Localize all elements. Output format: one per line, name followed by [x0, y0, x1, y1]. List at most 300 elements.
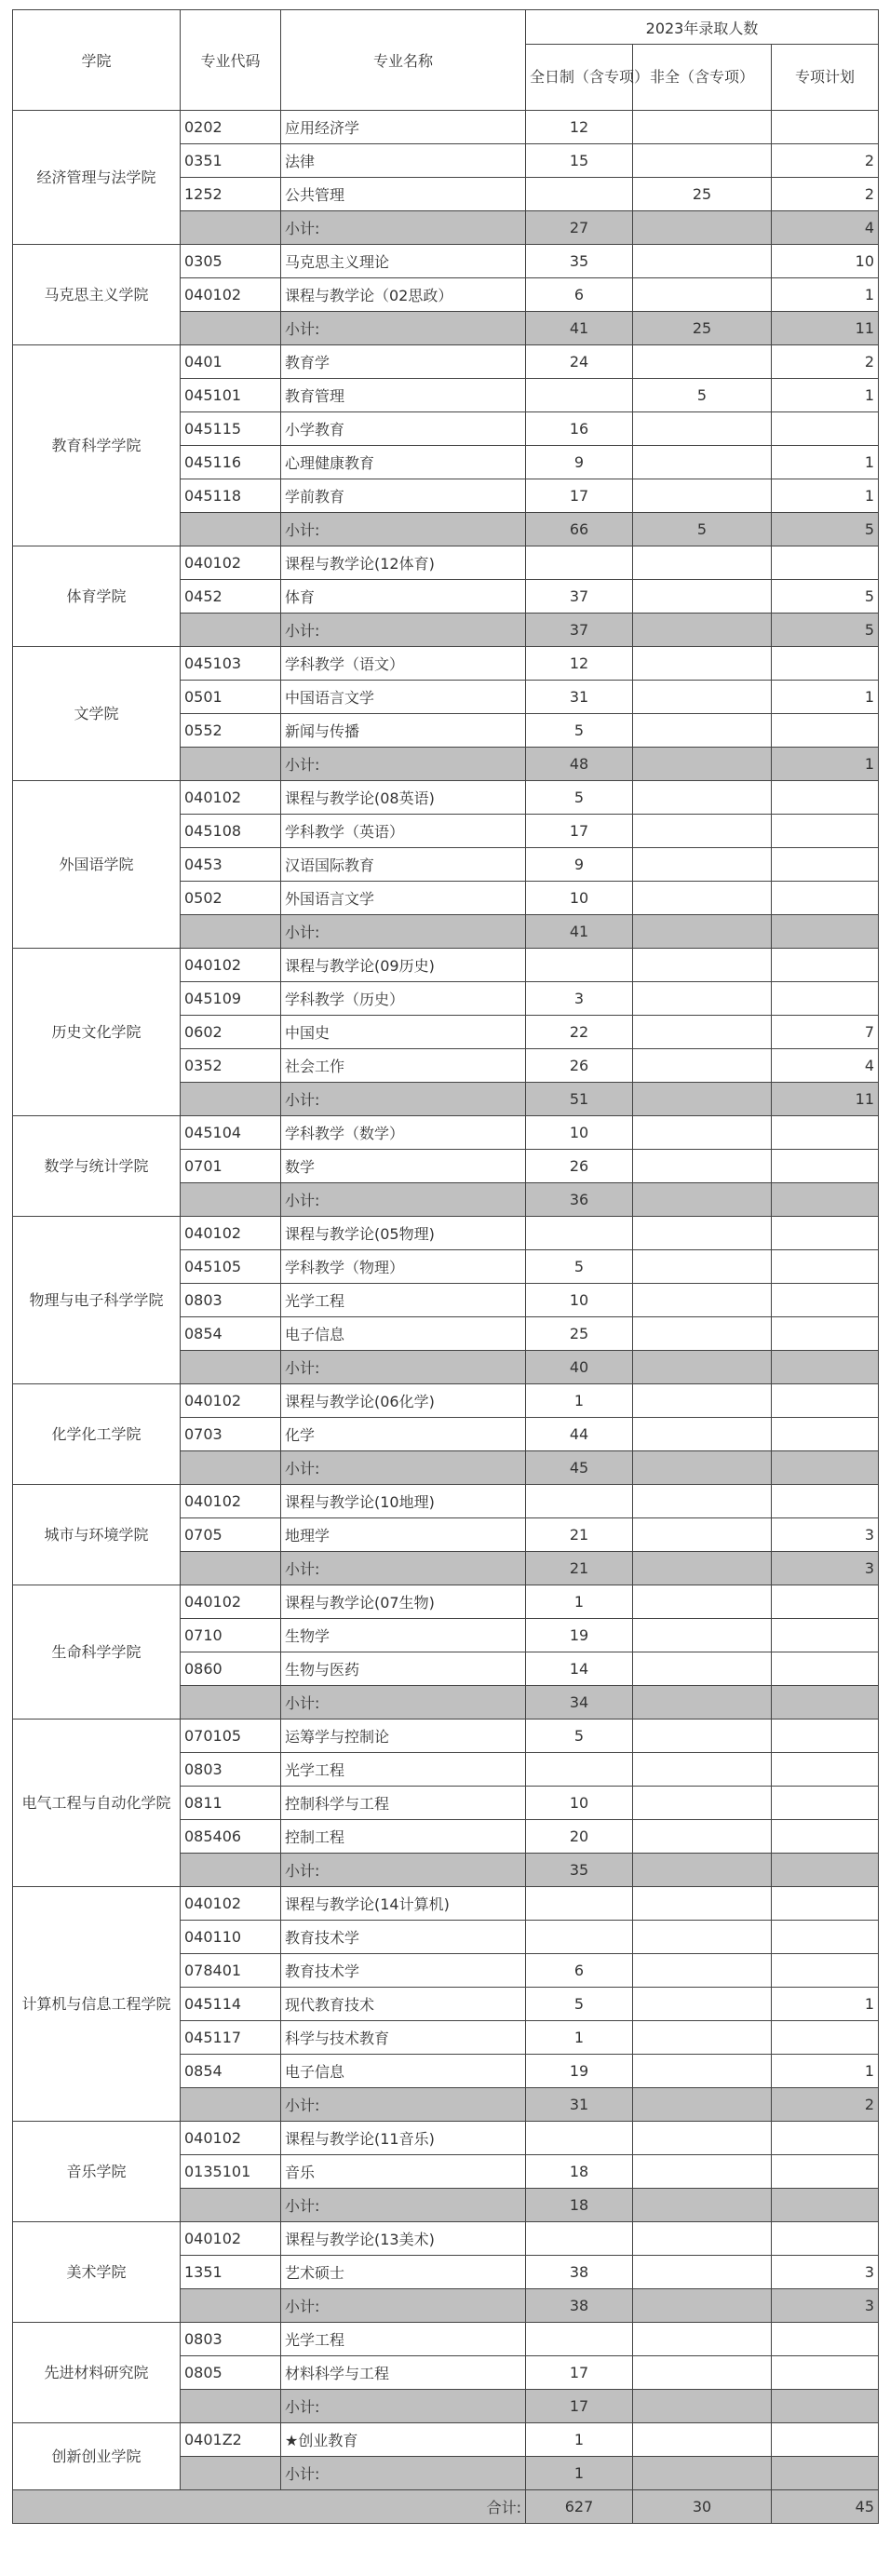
subtotal-parttime: [633, 1686, 772, 1720]
fulltime-count: 25: [526, 1317, 633, 1351]
fulltime-count: 15: [526, 144, 633, 178]
college-name: 创新创业学院: [13, 2423, 181, 2490]
parttime-count: [633, 815, 772, 848]
major-name: 教育管理: [281, 379, 526, 412]
table-row: [13, 1485, 879, 1518]
special-count: [772, 2356, 879, 2390]
special-count: [772, 1720, 879, 1753]
header-group: 2023年录取人数: [526, 10, 879, 45]
fulltime-count: 10: [526, 882, 633, 915]
parttime-count: [633, 1921, 772, 1954]
subtotal-parttime: 5: [633, 513, 772, 546]
major-code: 040102: [181, 1485, 281, 1518]
major-name: 新闻与传播: [281, 714, 526, 748]
table-body: [13, 111, 879, 2490]
subtotal-label: 小计:: [281, 1686, 526, 1720]
subtotal-special: [772, 2457, 879, 2490]
major-name: ★创业教育: [281, 2423, 526, 2457]
major-name: 课程与教学论(06化学): [281, 1384, 526, 1418]
parttime-count: [633, 882, 772, 915]
subtotal-fulltime: 35: [526, 1854, 633, 1887]
parttime-count: [633, 1585, 772, 1619]
special-count: [772, 412, 879, 446]
header-code: 专业代码: [181, 10, 281, 111]
parttime-count: [633, 949, 772, 982]
major-name: 汉语国际教育: [281, 848, 526, 882]
subtotal-label: 小计:: [281, 2088, 526, 2122]
special-count: [772, 546, 879, 580]
fulltime-count: 16: [526, 412, 633, 446]
subtotal-parttime: [633, 2088, 772, 2122]
major-name: 现代教育技术: [281, 1988, 526, 2021]
major-code: 0803: [181, 2323, 281, 2356]
fulltime-count: [526, 2222, 633, 2256]
major-name: 课程与教学论(10地理): [281, 1485, 526, 1518]
total-special: 45: [772, 2490, 879, 2524]
total-fulltime: 627: [526, 2490, 633, 2524]
subtotal-fulltime: 38: [526, 2289, 633, 2323]
subtotal-code-cell: [181, 1183, 281, 1217]
major-code: 0860: [181, 1652, 281, 1686]
parttime-count: [633, 1116, 772, 1150]
subtotal-parttime: [633, 748, 772, 781]
parttime-count: [633, 1720, 772, 1753]
major-name: 小学教育: [281, 412, 526, 446]
table-row: [13, 781, 879, 815]
parttime-count: [633, 1317, 772, 1351]
college-name: 美术学院: [13, 2222, 181, 2323]
major-code: 0135101: [181, 2155, 281, 2189]
parttime-count: [633, 1887, 772, 1921]
major-name: 音乐: [281, 2155, 526, 2189]
special-count: [772, 111, 879, 144]
header-name: 专业名称: [281, 10, 526, 111]
parttime-count: [633, 1518, 772, 1552]
fulltime-count: 31: [526, 681, 633, 714]
parttime-count: [633, 1652, 772, 1686]
subtotal-special: 1: [772, 748, 879, 781]
subtotal-fulltime: 66: [526, 513, 633, 546]
major-code: 040102: [181, 1384, 281, 1418]
total-parttime: 30: [633, 2490, 772, 2524]
special-count: 2: [772, 178, 879, 211]
admission-table: [12, 9, 879, 2524]
subtotal-label: 小计:: [281, 1183, 526, 1217]
major-code: 045114: [181, 1988, 281, 2021]
fulltime-count: [526, 178, 633, 211]
parttime-count: [633, 412, 772, 446]
subtotal-code-cell: [181, 748, 281, 781]
major-code: 0805: [181, 2356, 281, 2390]
parttime-count: [633, 681, 772, 714]
special-count: [772, 1787, 879, 1820]
major-code: 0452: [181, 580, 281, 614]
major-name: 应用经济学: [281, 111, 526, 144]
major-code: 0854: [181, 1317, 281, 1351]
special-count: 3: [772, 1518, 879, 1552]
parttime-count: [633, 1619, 772, 1652]
parttime-count: [633, 1384, 772, 1418]
subtotal-special: 4: [772, 211, 879, 245]
parttime-count: [633, 1284, 772, 1317]
college-name: 音乐学院: [13, 2122, 181, 2222]
major-name: 公共管理: [281, 178, 526, 211]
fulltime-count: 17: [526, 2356, 633, 2390]
parttime-count: [633, 1988, 772, 2021]
subtotal-parttime: [633, 2457, 772, 2490]
special-count: 2: [772, 345, 879, 379]
table-row: [13, 1384, 879, 1418]
major-name: 课程与教学论(12体育): [281, 546, 526, 580]
college-name: 外国语学院: [13, 781, 181, 949]
special-count: [772, 815, 879, 848]
fulltime-count: 10: [526, 1787, 633, 1820]
subtotal-fulltime: 1: [526, 2457, 633, 2490]
subtotal-code-cell: [181, 1686, 281, 1720]
major-code: 0202: [181, 111, 281, 144]
major-code: 0854: [181, 2055, 281, 2088]
subtotal-special: [772, 1183, 879, 1217]
subtotal-label: 小计:: [281, 2390, 526, 2423]
special-count: [772, 949, 879, 982]
college-name: 电气工程与自动化学院: [13, 1720, 181, 1887]
subtotal-fulltime: 18: [526, 2189, 633, 2222]
total-label: 合计:: [13, 2490, 526, 2524]
special-count: 7: [772, 1016, 879, 1049]
parttime-count: [633, 982, 772, 1016]
major-code: 085406: [181, 1820, 281, 1854]
fulltime-count: 9: [526, 446, 633, 479]
major-name: 科学与技术教育: [281, 2021, 526, 2055]
fulltime-count: 1: [526, 1585, 633, 1619]
fulltime-count: [526, 1921, 633, 1954]
fulltime-count: 10: [526, 1116, 633, 1150]
college-name: 经济管理与法学院: [13, 111, 181, 245]
fulltime-count: 20: [526, 1820, 633, 1854]
subtotal-special: 11: [772, 1083, 879, 1116]
major-name: 课程与教学论(09历史): [281, 949, 526, 982]
parttime-count: [633, 714, 772, 748]
special-count: 2: [772, 144, 879, 178]
subtotal-special: [772, 1686, 879, 1720]
subtotal-special: [772, 1351, 879, 1384]
fulltime-count: 5: [526, 781, 633, 815]
total-row: [13, 2490, 879, 2524]
major-code: 1351: [181, 2256, 281, 2289]
major-name: 学科教学（物理）: [281, 1250, 526, 1284]
parttime-count: [633, 111, 772, 144]
subtotal-special: 3: [772, 1552, 879, 1585]
parttime-count: [633, 781, 772, 815]
special-count: [772, 2323, 879, 2356]
special-count: [772, 2122, 879, 2155]
parttime-count: [633, 245, 772, 278]
subtotal-label: 小计:: [281, 1351, 526, 1384]
subtotal-special: [772, 2390, 879, 2423]
special-count: 1: [772, 2055, 879, 2088]
special-count: [772, 2222, 879, 2256]
special-count: 3: [772, 2256, 879, 2289]
special-count: [772, 1887, 879, 1921]
subtotal-special: [772, 915, 879, 949]
fulltime-count: 24: [526, 345, 633, 379]
special-count: 1: [772, 278, 879, 312]
special-count: 1: [772, 379, 879, 412]
special-count: [772, 1585, 879, 1619]
college-name: 先进材料研究院: [13, 2323, 181, 2423]
special-count: [772, 1116, 879, 1150]
major-name: 控制工程: [281, 1820, 526, 1854]
fulltime-count: [526, 1485, 633, 1518]
header-special: 专项计划: [772, 45, 879, 111]
major-name: 教育技术学: [281, 1921, 526, 1954]
subtotal-special: 5: [772, 513, 879, 546]
subtotal-label: 小计:: [281, 312, 526, 345]
fulltime-count: 26: [526, 1150, 633, 1183]
subtotal-code-cell: [181, 513, 281, 546]
major-name: 课程与教学论(05物理): [281, 1217, 526, 1250]
subtotal-code-cell: [181, 2390, 281, 2423]
parttime-count: [633, 278, 772, 312]
fulltime-count: 18: [526, 2155, 633, 2189]
parttime-count: [633, 1485, 772, 1518]
major-name: 材料科学与工程: [281, 2356, 526, 2390]
special-count: 5: [772, 580, 879, 614]
special-count: [772, 982, 879, 1016]
major-code: 045103: [181, 647, 281, 681]
parttime-count: [633, 345, 772, 379]
parttime-count: [633, 1418, 772, 1451]
major-code: 0401: [181, 345, 281, 379]
special-count: 1: [772, 1988, 879, 2021]
subtotal-special: [772, 1854, 879, 1887]
major-name: 课程与教学论（02思政）: [281, 278, 526, 312]
subtotal-parttime: [633, 915, 772, 949]
subtotal-label: 小计:: [281, 513, 526, 546]
subtotal-fulltime: 17: [526, 2390, 633, 2423]
major-code: 045116: [181, 446, 281, 479]
college-name: 生命科学学院: [13, 1585, 181, 1720]
parttime-count: [633, 546, 772, 580]
parttime-count: [633, 479, 772, 513]
table-row: [13, 647, 879, 681]
college-name: 文学院: [13, 647, 181, 781]
major-name: 学前教育: [281, 479, 526, 513]
fulltime-count: 5: [526, 1988, 633, 2021]
fulltime-count: 5: [526, 714, 633, 748]
special-count: [772, 1250, 879, 1284]
subtotal-special: 2: [772, 2088, 879, 2122]
major-code: 070105: [181, 1720, 281, 1753]
parttime-count: [633, 2021, 772, 2055]
subtotal-label: 小计:: [281, 748, 526, 781]
table-row: [13, 245, 879, 278]
fulltime-count: 5: [526, 1250, 633, 1284]
fulltime-count: 1: [526, 2021, 633, 2055]
major-code: 045117: [181, 2021, 281, 2055]
major-name: 心理健康教育: [281, 446, 526, 479]
table-row: [13, 1887, 879, 1921]
parttime-count: [633, 1753, 772, 1787]
college-name: 城市与环境学院: [13, 1485, 181, 1585]
fulltime-count: 35: [526, 245, 633, 278]
major-code: 0453: [181, 848, 281, 882]
subtotal-label: 小计:: [281, 1552, 526, 1585]
subtotal-label: 小计:: [281, 2289, 526, 2323]
major-name: 运筹学与控制论: [281, 1720, 526, 1753]
subtotal-code-cell: [181, 211, 281, 245]
special-count: [772, 1820, 879, 1854]
table-row: [13, 2323, 879, 2356]
major-name: 课程与教学论(08英语): [281, 781, 526, 815]
parttime-count: [633, 1787, 772, 1820]
parttime-count: [633, 2155, 772, 2189]
fulltime-count: 17: [526, 479, 633, 513]
subtotal-parttime: [633, 2390, 772, 2423]
table-row: [13, 1116, 879, 1150]
college-name: 马克思主义学院: [13, 245, 181, 345]
table-row: [13, 1217, 879, 1250]
subtotal-label: 小计:: [281, 1451, 526, 1485]
subtotal-fulltime: 27: [526, 211, 633, 245]
major-code: 0701: [181, 1150, 281, 1183]
fulltime-count: [526, 379, 633, 412]
fulltime-count: 10: [526, 1284, 633, 1317]
subtotal-parttime: [633, 1451, 772, 1485]
parttime-count: [633, 1049, 772, 1083]
major-name: 艺术硕士: [281, 2256, 526, 2289]
major-code: 040110: [181, 1921, 281, 1954]
subtotal-code-cell: [181, 2189, 281, 2222]
major-name: 课程与教学论(13美术): [281, 2222, 526, 2256]
major-code: 045115: [181, 412, 281, 446]
parttime-count: [633, 2122, 772, 2155]
major-name: 外国语言文学: [281, 882, 526, 915]
fulltime-count: 21: [526, 1518, 633, 1552]
fulltime-count: 1: [526, 2423, 633, 2457]
major-code: 040102: [181, 1217, 281, 1250]
special-count: [772, 1217, 879, 1250]
special-count: [772, 1418, 879, 1451]
college-name: 数学与统计学院: [13, 1116, 181, 1217]
subtotal-fulltime: 51: [526, 1083, 633, 1116]
major-code: 040102: [181, 2222, 281, 2256]
parttime-count: [633, 2323, 772, 2356]
major-name: 光学工程: [281, 2323, 526, 2356]
major-name: 中国语言文学: [281, 681, 526, 714]
special-count: 1: [772, 681, 879, 714]
parttime-count: [633, 2256, 772, 2289]
major-name: 课程与教学论(14计算机): [281, 1887, 526, 1921]
college-name: 化学化工学院: [13, 1384, 181, 1485]
subtotal-parttime: [633, 2189, 772, 2222]
subtotal-special: [772, 1451, 879, 1485]
table-row: [13, 2222, 879, 2256]
major-code: 0705: [181, 1518, 281, 1552]
major-name: 地理学: [281, 1518, 526, 1552]
college-name: 历史文化学院: [13, 949, 181, 1116]
major-code: 0501: [181, 681, 281, 714]
parttime-count: [633, 144, 772, 178]
fulltime-count: 19: [526, 1619, 633, 1652]
subtotal-fulltime: 21: [526, 1552, 633, 1585]
parttime-count: [633, 647, 772, 681]
subtotal-fulltime: 45: [526, 1451, 633, 1485]
fulltime-count: 26: [526, 1049, 633, 1083]
major-name: 控制科学与工程: [281, 1787, 526, 1820]
fulltime-count: 9: [526, 848, 633, 882]
table-row: [13, 345, 879, 379]
major-name: 生物学: [281, 1619, 526, 1652]
fulltime-count: 6: [526, 278, 633, 312]
fulltime-count: 37: [526, 580, 633, 614]
parttime-count: [633, 1820, 772, 1854]
special-count: [772, 1619, 879, 1652]
special-count: [772, 848, 879, 882]
major-code: 040102: [181, 781, 281, 815]
subtotal-special: [772, 2189, 879, 2222]
subtotal-fulltime: 40: [526, 1351, 633, 1384]
subtotal-code-cell: [181, 1083, 281, 1116]
major-name: 教育学: [281, 345, 526, 379]
header-fulltime: 全日制（含专项）: [526, 45, 633, 111]
subtotal-code-cell: [181, 915, 281, 949]
major-code: 0602: [181, 1016, 281, 1049]
major-name: 光学工程: [281, 1284, 526, 1317]
major-name: 学科教学（历史）: [281, 982, 526, 1016]
major-code: 0803: [181, 1753, 281, 1787]
subtotal-fulltime: 37: [526, 614, 633, 647]
major-code: 0502: [181, 882, 281, 915]
subtotal-code-cell: [181, 1854, 281, 1887]
subtotal-label: 小计:: [281, 614, 526, 647]
major-code: 045104: [181, 1116, 281, 1150]
special-count: [772, 1150, 879, 1183]
special-count: 10: [772, 245, 879, 278]
fulltime-count: 6: [526, 1954, 633, 1988]
fulltime-count: 1: [526, 1384, 633, 1418]
fulltime-count: 17: [526, 815, 633, 848]
major-code: 045118: [181, 479, 281, 513]
subtotal-code-cell: [181, 2088, 281, 2122]
parttime-count: 5: [633, 379, 772, 412]
major-name: 马克思主义理论: [281, 245, 526, 278]
subtotal-parttime: [633, 614, 772, 647]
special-count: [772, 2155, 879, 2189]
major-name: 课程与教学论(11音乐): [281, 2122, 526, 2155]
major-name: 化学: [281, 1418, 526, 1451]
parttime-count: [633, 1016, 772, 1049]
major-name: 社会工作: [281, 1049, 526, 1083]
parttime-count: [633, 580, 772, 614]
fulltime-count: [526, 1887, 633, 1921]
major-code: 0803: [181, 1284, 281, 1317]
fulltime-count: [526, 546, 633, 580]
parttime-count: [633, 2222, 772, 2256]
major-code: 045101: [181, 379, 281, 412]
subtotal-code-cell: [181, 2289, 281, 2323]
special-count: 4: [772, 1049, 879, 1083]
fulltime-count: [526, 2323, 633, 2356]
fulltime-count: [526, 2122, 633, 2155]
major-code: 040102: [181, 278, 281, 312]
subtotal-code-cell: [181, 1451, 281, 1485]
subtotal-special: 5: [772, 614, 879, 647]
subtotal-label: 小计:: [281, 915, 526, 949]
table-row: [13, 2122, 879, 2155]
subtotal-parttime: [633, 2289, 772, 2323]
major-name: 学科教学（语文）: [281, 647, 526, 681]
